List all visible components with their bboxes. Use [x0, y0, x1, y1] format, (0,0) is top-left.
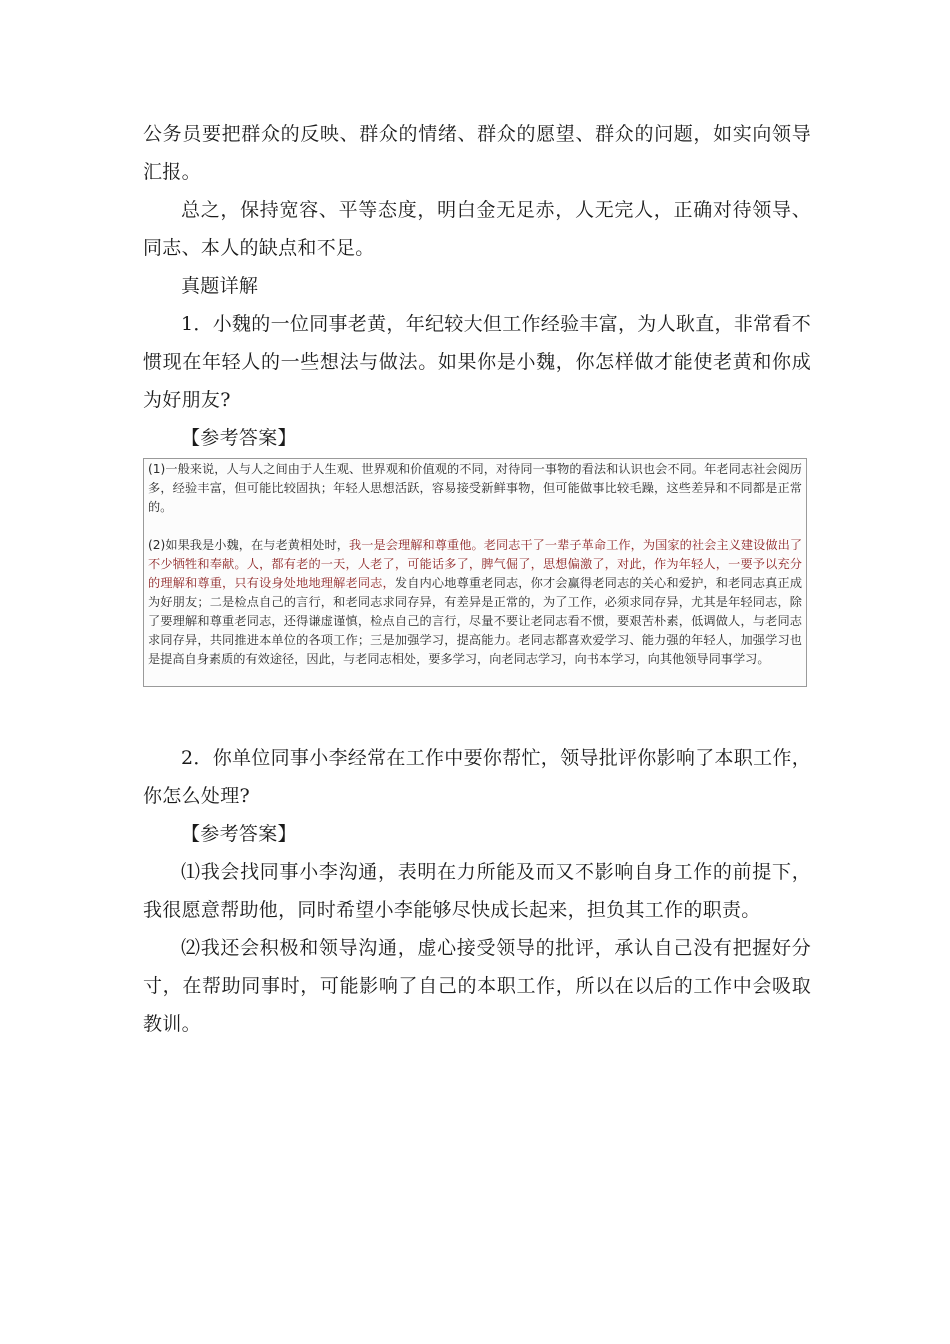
embedded-answer-point-2-highlight: 我一是会理解和尊重他。老同志干了一辈子革命工作，为国家的社会主义建设做出了不少牺牲和奉献。人，都有老的一天，人老了，可能话多了，脾气倔了，思想偏激了，对此，作为年轻人，一要予以充分的理解和尊重，只有设身处地地理解老同志，: [148, 538, 803, 590]
answer-label-1: 【参考答案】: [181, 427, 297, 449]
answer-2-point-2: ⑵我还会积极和领导沟通，虚心接受领导的批评，承认自己没有把握好分寸，在帮助同事时，可能影响了自己的本职工作，所以在以后的工作中会吸取教训。: [143, 937, 811, 1035]
answer-2-point-1: ⑴我会找同事小李沟通，表明在力所能及而又不影响自身工作的前提下，我很愿意帮助他，同时希望小李能够尽快成长起来，担负其工作的职责。: [143, 861, 811, 921]
embedded-answer-point-2-start: (2)如果我是小魏，在与老黄相处时，: [148, 538, 349, 552]
embedded-answer-image: [143, 458, 807, 687]
question-2: 2．你单位同事小李经常在工作中要你帮忙，领导批评你影响了本职工作，你怎么处理?: [143, 747, 811, 807]
answer-label-2: 【参考答案】: [181, 823, 297, 845]
embedded-answer-point-2: [144, 536, 806, 669]
section-heading-exam-questions: 真题详解: [181, 275, 259, 297]
paragraph-conclusion: 总之，保持宽容、平等态度，明白金无足赤，人无完人，正确对待领导、同志、本人的缺点和不足。: [143, 199, 811, 259]
embedded-answer-point-2-rest: 发自内心地尊重老同志，你才会赢得老同志的关心和爱护，和老同志真正成为好朋友；二是检点自己的言行，和老同志求同存异，有差异是正常的，为了工作，必须求同存异，尤其是年轻同志，除了要理解和尊重老同志，还得谦虚谨慎，检点自己的言行，尽量不要让老同志看不惯，要艰苦朴素，低调做人，与老同志求同存异，共同推进本单位的各项工作；三是加强学习，提高能力。老同志都喜欢爱学习、能力强的年轻人，加强学习也是提高自身素质的有效途径，因此，与老同志相处，要多学习，向老同志学习，向书本学习，向其他领导同事学习。: [148, 576, 803, 666]
paragraph-report-to-leadership: 公务员要把群众的反映、群众的情绪、群众的愿望、群众的问题，如实向领导汇报。: [143, 123, 811, 183]
question-1: 1．小魏的一位同事老黄，年纪较大但工作经验丰富，为人耿直，非常看不惯现在年轻人的一些想法与做法。如果你是小魏，你怎样做才能使老黄和你成为好朋友?: [143, 313, 811, 411]
embedded-answer-point-1: (1)一般来说，人与人之间由于人生观、世界观和价值观的不同，对待同一事物的看法和认识也会不同。年老同志社会阅历多，经验丰富，但可能比较固执；年轻人思想活跃，容易接受新鲜事物，但可能做事比较毛躁，这些差异和不同都是正常的。: [148, 462, 802, 514]
